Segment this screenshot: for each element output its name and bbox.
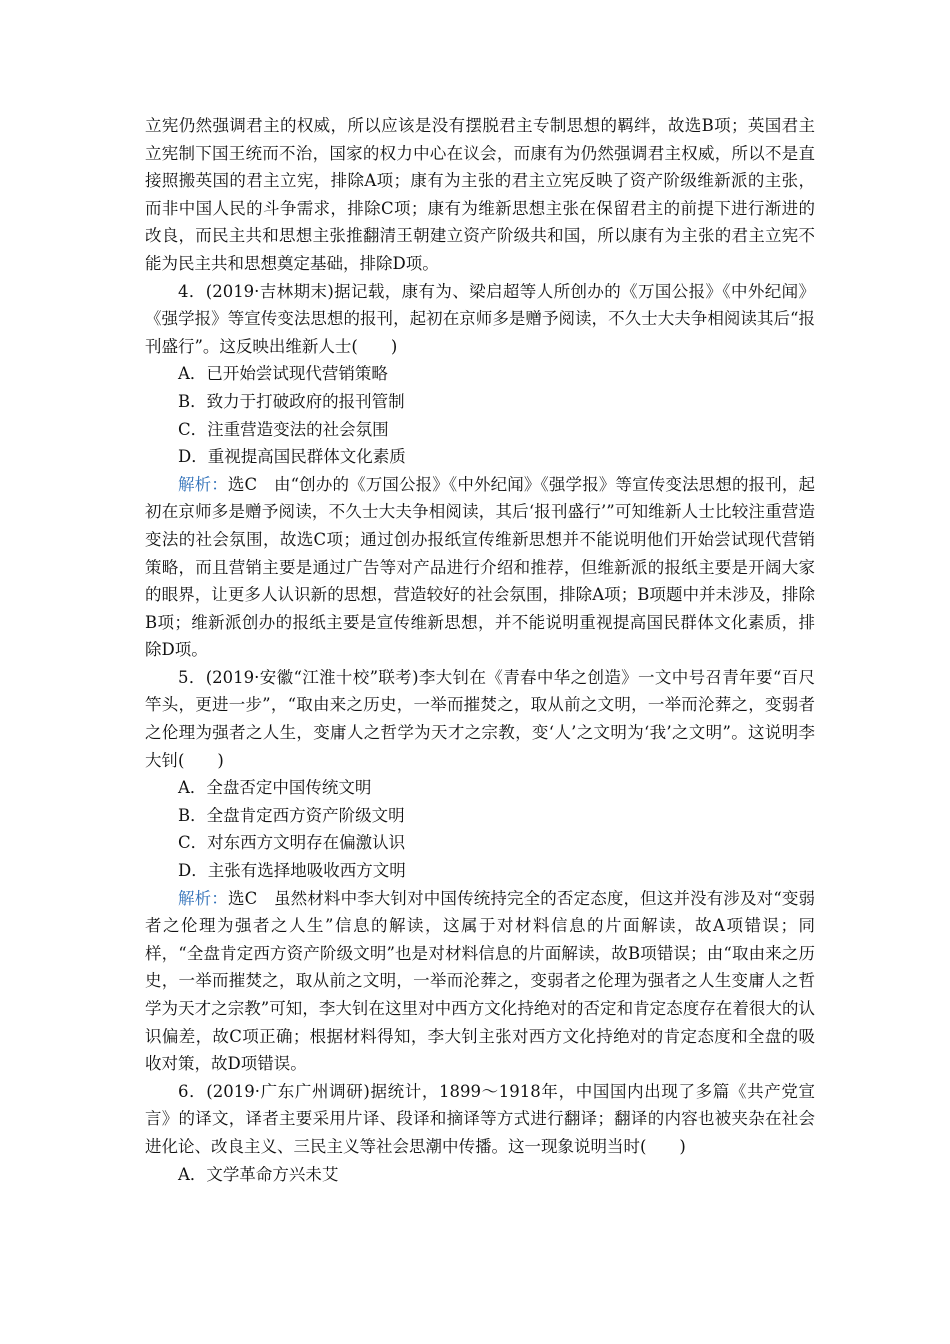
question-6 [145, 1078, 815, 1188]
option-a: A．文学革命方兴未艾 [178, 1164, 339, 1184]
option-a: A．已开始尝试现代营销策略 [178, 364, 388, 384]
document-page [145, 112, 815, 1188]
analysis-text: 选C 由“创办的《万国公报》《中外纪闻》《强学报》等宣传变法思想的报刊，起初在京师多是赠予阅读，不久士大夫争相阅读，其后‘报刊盛行’”可知维新人士比较注重营造变法的社会氛围，故选C项；通过创办报纸宣传维新思想并不能说明他们开始尝试现代营销策略，而且营销主要是通过广告等对产品进行介绍和推荐，但维新派的报纸主要是开阔大家的眼界，让更多人认识新的思想，营造较好的社会氛围，排除A项；B项题中并未涉及，排除B项；维新派创办的报纸主要是宣传维新思想，并不能说明重视提高国民群体文化素质，排除D项。 [145, 474, 816, 660]
question-4 [145, 278, 815, 664]
question-5 [145, 664, 815, 1078]
option-b: B．全盘肯定西方资产阶级文明 [178, 805, 405, 825]
question-stem: 4．(2019·吉林期末)据记载，康有为、梁启超等人所创办的《万国公报》《中外纪闻》《强学报》等宣传变法思想的报刊，起初在京师多是赠予阅读，不久士大夫争相阅读其后“报刊盛行”。这反映出维新人士( ) [145, 281, 815, 356]
option-d: D．主张有选择地吸收西方文明 [178, 861, 406, 881]
option-b: B．致力于打破政府的报刊管制 [178, 391, 405, 411]
analysis-text: 选C 虽然材料中李大钊对中国传统持完全的否定态度，但这并没有涉及对“变弱者之伦理为强者之人生”信息的解读，这属于对材料信息的片面解读，故A项错误；同样，“全盘肯定西方资产阶级文明”也是对材料信息的片面解读，故B项错误；由“取由来之历史，一举而摧焚之，取从前之文明，一举而沦葬之，变弱者之伦理为强者之人生变庸人之哲学为天才之宗教”可知，李大钊在这里对中西方文化持绝对的否定和肯定态度存在着很大的认识偏差，故C项正确；根据材料得知，李大钊主张对西方文化持绝对的肯定态度和全盘的吸收对策，故D项错误。 [145, 888, 816, 1074]
analysis-paragraph [145, 471, 815, 664]
question-stem: 6．(2019·广东广州调研)据统计，1899～1918年，中国国内出现了多篇《共产党宣言》的译文，译者主要采用片译、段译和摘译等方式进行翻译；翻译的内容也被夹杂在社会进化论、改良主义、三民主义等社会思潮中传播。这一现象说明当时( ) [145, 1081, 815, 1156]
question-stem: 5．(2019·安徽“江淮十校”联考)李大钊在《青春中华之创造》一文中号召青年要“百尺竿头，更进一步”，“取由来之历史，一举而摧焚之，取从前之文明，一举而沦葬之，变弱者之伦理为强者之人生，变庸人之哲学为天才之宗教，变‘人’之文明为‘我’之文明”。这说明李大钊( ) [145, 667, 815, 770]
intro-paragraph: 立宪仍然强调君主的权威，所以应该是没有摆脱君主专制思想的羁绊，故选B项；英国君主立宪制下国王统而不治，国家的权力中心在议会，而康有为仍然强调君主权威，所以不是直接照搬英国的君主立宪，排除A项；康有为主张的君主立宪反映了资产阶级维新派的主张，而非中国人民的斗争需求，排除C项；康有为维新思想主张在保留君主的前提下进行渐进的改良，而民主共和思想主张推翻清王朝建立资产阶级共和国，所以康有为主张的君主立宪不能为民主共和思想奠定基础，排除D项。 [145, 116, 815, 273]
option-a: A．全盘否定中国传统文明 [178, 778, 372, 798]
analysis-label: 解析： [178, 888, 228, 908]
option-c: C．对东西方文明存在偏激认识 [178, 833, 406, 853]
option-c: C．注重营造变法的社会氛围 [178, 419, 389, 439]
analysis-label: 解析： [178, 474, 228, 494]
analysis-paragraph [145, 885, 815, 1078]
option-d: D．重视提高国民群体文化素质 [178, 447, 406, 467]
